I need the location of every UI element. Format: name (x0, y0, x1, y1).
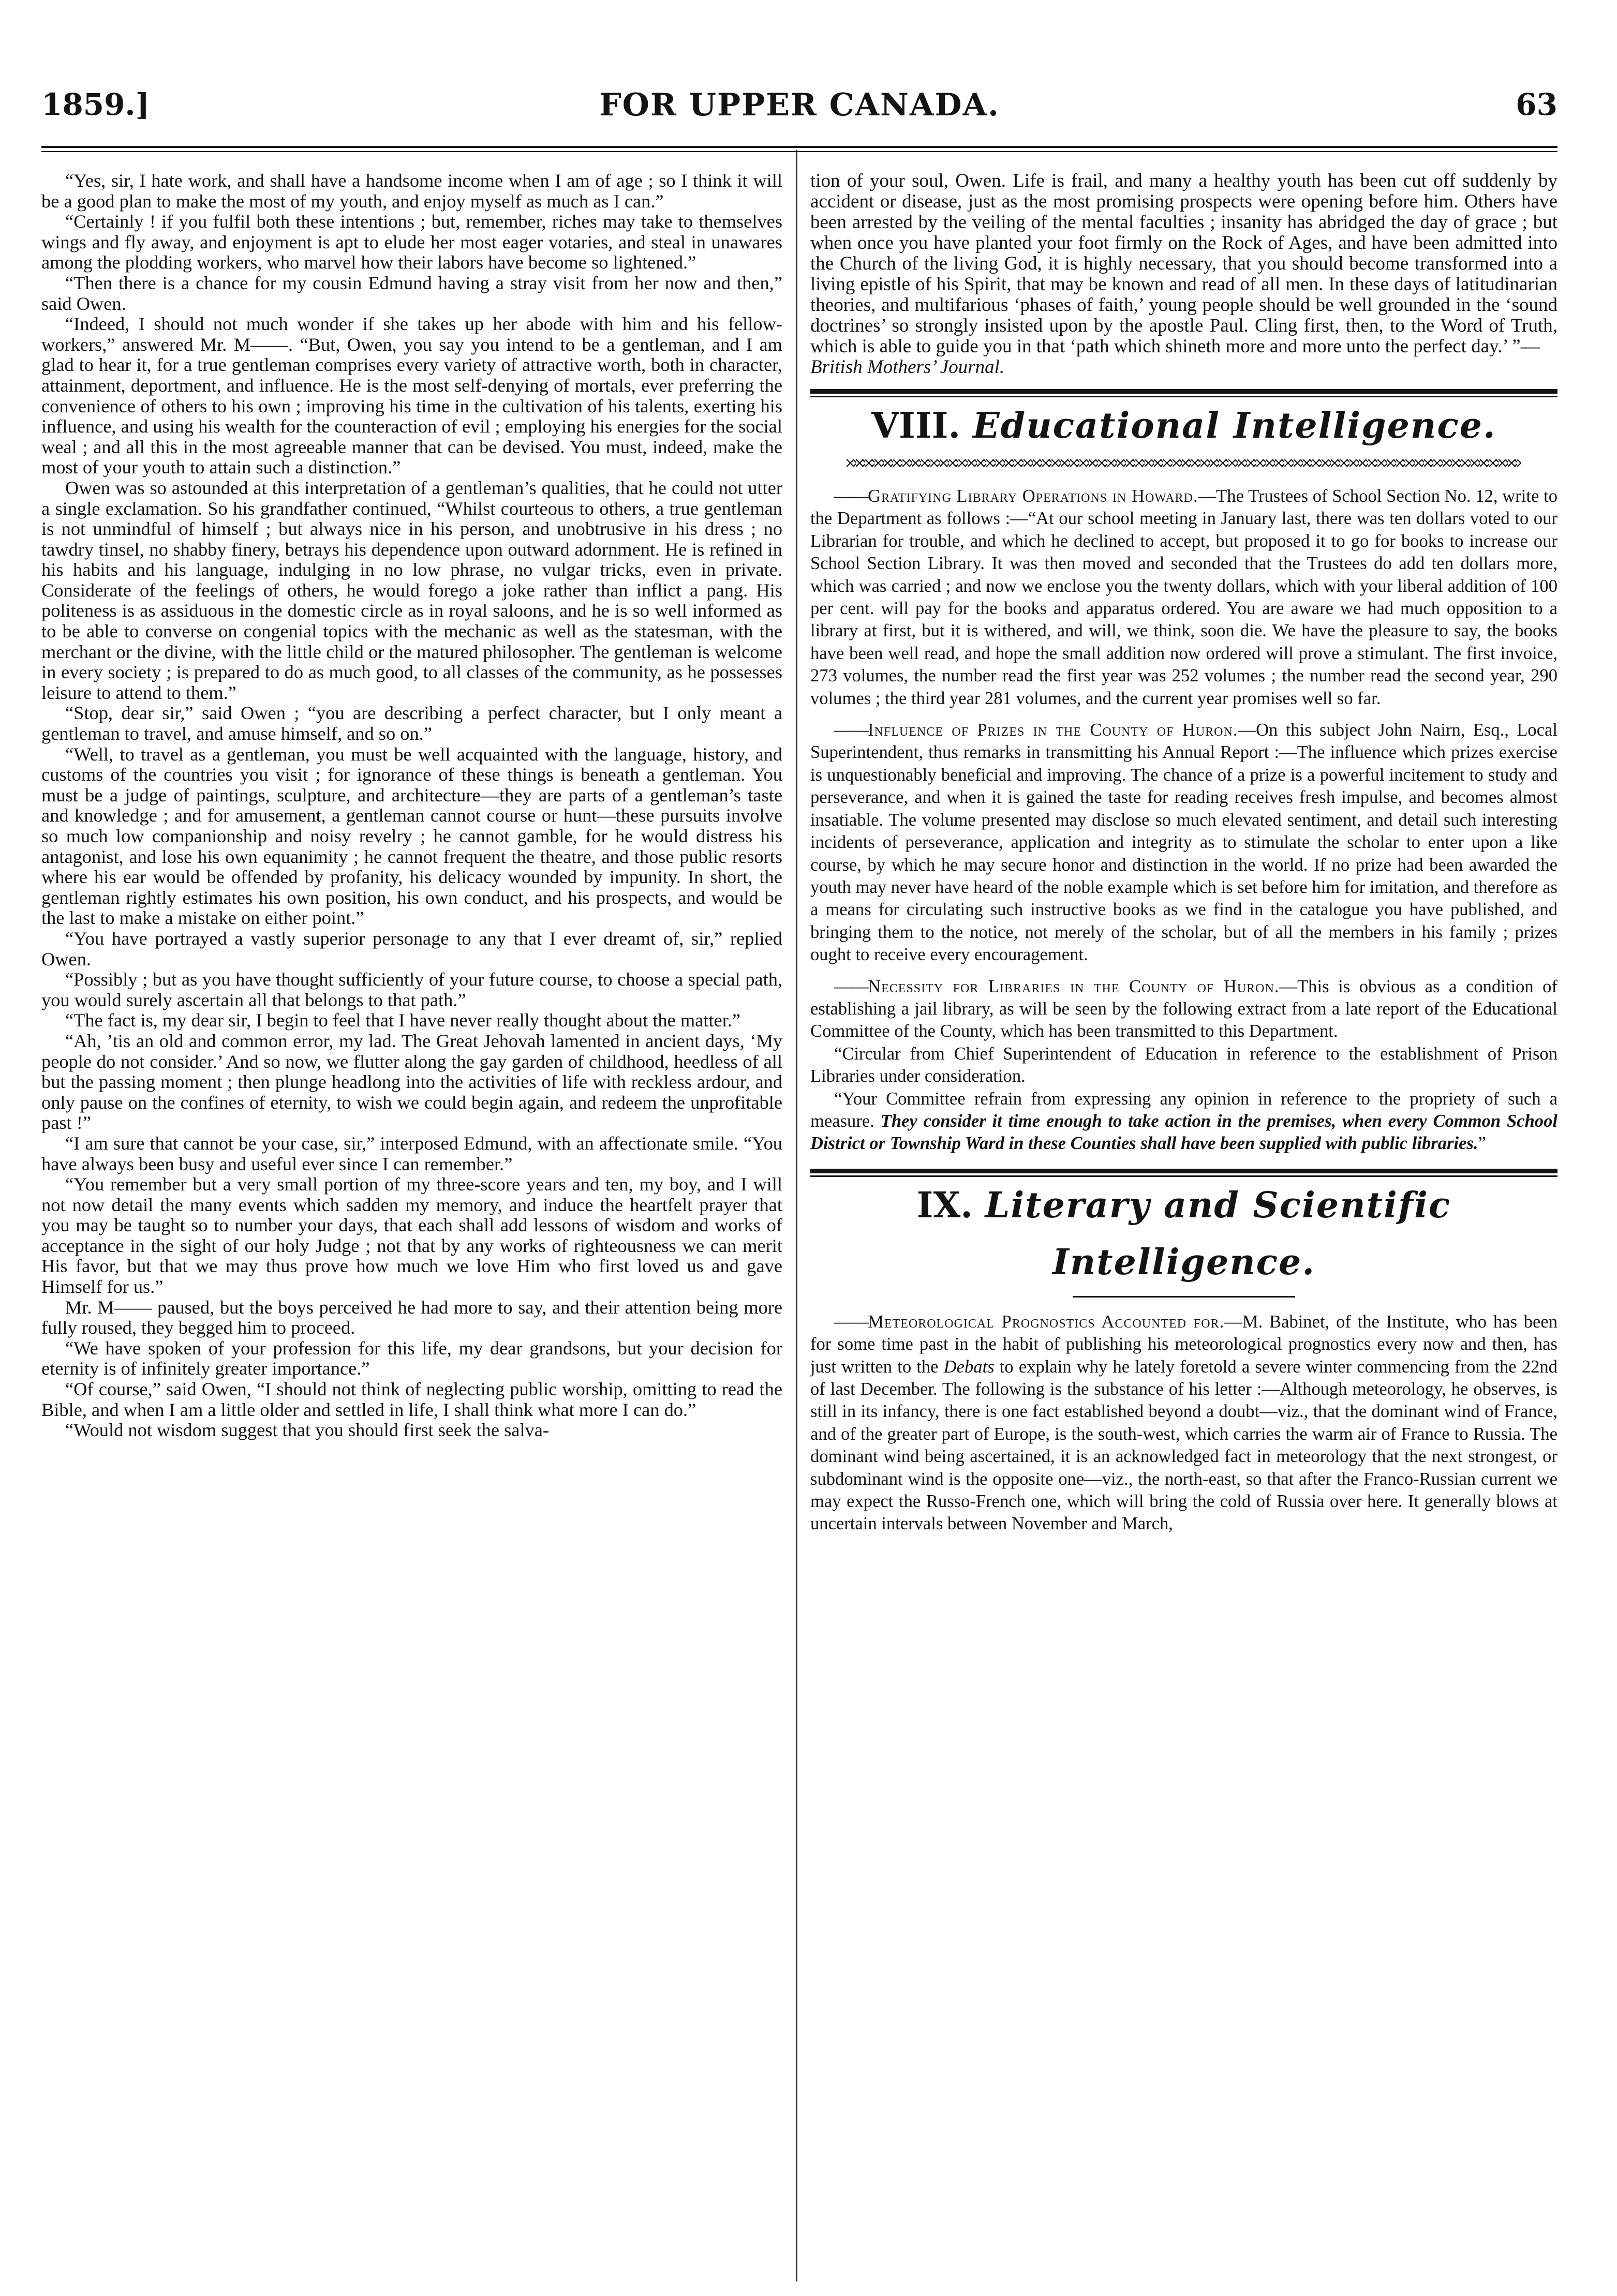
news-item: ——Necessity for Libraries in the County of Huron.—This is obvious as a condition of establishing a jail library, as will be seen by the following extract from a late report of the Educational Committee of the County, which has been transmitted to this Department. (810, 976, 1557, 1041)
section-viii-heading (810, 389, 1557, 454)
item-heading: Gratifying Library Operations in Howard. (868, 486, 1198, 506)
paragraph: Mr. M—— paused, but the boys perceived he had more to say, and their attention being more fully roused, they begged him to proceed. (41, 1296, 782, 1338)
committee-text: “Your Committee refrain from expressing any opinion in reference to the propriety of such a measure. (810, 1089, 1557, 1131)
newspaper-name: Debats (943, 1356, 995, 1377)
column-divider (796, 150, 797, 2282)
item-body: to explain why he lately foretold a severe winter commencing from the 22nd of last December. The following is the substance of his letter :—Although meteorology, he observes, is still in its infancy, there is one fact established beyond a doubt—viz., that the dominant wind of France, and of the greater part of Europe, is the south-west, which carries the warm air of France to Russia. The dominant wind being ascertained, it is an acknowledged fact in meteorology that the next strongest, or subdominant wind is the opposite one—viz., the north-east, so that after the Franco-Russian current we may expect the Russo-French one, which will bring the cold of Russia over here. It generally blows at uncertain intervals between November and March, (810, 1356, 1557, 1534)
section-title (810, 397, 1557, 454)
continued-paragraph (810, 171, 1557, 378)
paragraph: “Would not wisdom suggest that you should first seek the salva- (65, 1420, 550, 1441)
paragraph: “You remember but a very small portion of my three-score years and ten, my boy, and I will not now detail the many events which sadden my memory, and induce the heartfelt prayer that you may be taught so to number your days, that each shall add lessons of wisdom and works of acceptance in the sight of our holy Judge ; not that by any works of righteousness we can merit His favor, but that we may thus prove how much we love Him who first loved us and gave Himself for us.” (41, 1174, 782, 1298)
section-rule (810, 389, 1557, 394)
header-year: 1859.] (41, 87, 150, 122)
section-title (810, 1177, 1557, 1291)
item-body: —M. Babinet, of the Institute, who has been for some time past in the habit of publishing his meteorological prognostics every now and then, has just written to the (810, 1311, 1557, 1377)
item-heading: Influence of Prizes in the County of Huron. (868, 720, 1238, 740)
paragraph: “We have spoken of your profession for this life, my dear grandsons, but your decision for eternity is of infinitely greater importance.” (41, 1337, 782, 1379)
section-rule (810, 1169, 1557, 1173)
news-item: ——Influence of Prizes in the County of Huron.—On this subject John Nairn, Esq., Local Superintendent, thus remarks in transmitting his Annual Report :—The influence which prizes exercise is unquestionably beneficial and improving. The chance of a prize is a powerful incitement to study and perseverance, and when it is gained the taste for reading receives fresh impulse, and becomes almost insatiable. The volume presented may disclose so much elevated sentiment, and detail such interesting incidents of perseverance, application and integrity as to stimulate the scholar to enter upon a like course, by which he may secure honor and distinction in the world. If no prize had been awarded the youth may never have heard of the noble example which is set before him for imitation, and therefore as a means for circulating such instructive books as we find in the catalogue you have published, and bringing them to the notice, not merely of the scholar, but of all the members in his family ; prizes ought to receive every encouragement. (810, 720, 1557, 965)
paragraph: “The fact is, my dear sir, I begin to feel that I have never really thought about the matter.” (65, 1010, 741, 1031)
news-item: ——Gratifying Library Operations in Howard.—The Trustees of School Section No. 12, write to the Department as follows :—“At our school meeting in January last, there was ten dollars voted to our Librarian for trouble, and which he declined to accept, but proposed it to go for books to increase our School Section Library. It was then moved and seconded that the Trustees do add ten dollars more, which was carried ; and now we enclose you the twenty dollars, which with your liberal addition of 100 per cent. will pay for the books and apparatus ordered. You are aware we had much opposition to a library at first, but it is withered, and will, we think, soon die. We have the pleasure to say, the books have been well read, and hope the small addition now ordered will prove a stimulant. The first invoice, 273 volumes, the number read the first year was 252 volumes ; the number read the second year, 290 volumes ; the third year 281 volumes, and the current year promises well so far. (810, 486, 1557, 708)
paragraph: “Indeed, I should not much wonder if she takes up her abode with him and his fellow-workers,” answered Mr. M——. “But, Owen, you say you intend to be a gentleman, and I am glad to hear it, for a true gentleman comprises every variety of attractive worth, both in character, attainment, deportment, and influence. He is the most self-denying of mortals, ever preferring the convenience of others to his own ; improving his time in the cultivation of his talents, exerting his influence, and using his wealth for the counteraction of evil ; employing his energies for the social weal ; and all this in the most agreeable manner that can be devised. You must, indeed, make the most of your youth to attain such a distinction.” (41, 314, 782, 478)
item-body: —This is obvious as a condition of establishing a jail library, as will be seen by the following extract from a late report of the Educational Committee of the County, which has been transmitted to this Department. (810, 976, 1557, 1041)
item-heading: Necessity for Libraries in the County of Huron. (868, 976, 1280, 996)
page-number: 63 (1516, 87, 1557, 122)
item-body: —On this subject John Nairn, Esq., Local Superintendent, thus remarks in transmitting his Annual Report :—The influence which prizes exercise is unquestionably beneficial and improving. The chance of a prize is a powerful incitement to study and perseverance, and when it is gained the taste for reading receives fresh impulse, and becomes almost insatiable. The volume presented may disclose so much elevated sentiment, and detail such interesting incidents of perseverance, application and integrity as to stimulate the scholar to enter upon a like course, by which he may secure honor and distinction in the world. If no prize had been awarded the youth may never have heard of the noble example which is set before him for imitation, and therefore as a means for circulating such instructive books as we find in the catalogue you have published, and bringing them to the notice, not merely of the scholar, but of all the members in his family ; prizes ought to receive every encouragement. (810, 720, 1557, 965)
page-header (41, 87, 1557, 135)
paragraph: Owen was so astounded at this interpretation of a gentleman’s qualities, that he could not utter a single exclamation. So his grandfather continued, “Whilst courteous to others, a true gentleman is not unmindful of himself ; but always nice in his person, and unobtrusive in his dress ; no tawdry tinsel, no shabby finery, betrays his dependence upon outward adornment. He is refined in his habits and his language, indulging in no low phrase, no vulgar tricks, even in private. Considerate of the feelings of others, he would forego a joke rather than inflict a pang. His politeness is as assiduous in the domestic circle as in royal saloons, and he is so well informed as to be able to converse on congenial topics with the mechanic as well as the statesman, with the merchant or the divine, with the little child or the matured philosopher. The gentleman is welcome in every society ; is prepared to do as much good, to all classes of the community, as he possesses leisure to attend to them.” (41, 477, 782, 703)
continued-text: tion of your soul, Owen. Life is frail, and many a healthy youth has been cut off suddenly by accident or disease, just as the most promising prospects were opening before him. Others have been arrested by the veiling of the mental faculties ; insanity has abridged the day of grace ; but when once you have planted your foot firmly on the Rock of Ages, and have been admitted into the Church of the living God, it is highly necessary, that you should become transformed into a living epistle of his Spirit, that may be known and read of all men. In these days of latitudinarian theories, and multifarious ‘phases of faith,’ young people should be well grounded in the ‘sound doctrines’ so strongly insisted upon by the apostle Paul. Cling first, then, to the Word of Truth, which is able to guide you in that ‘path which shineth more and more unto the perfect day.’ ”— (810, 171, 1557, 357)
paragraph: “Of course,” said Owen, “I should not think of neglecting public worship, omitting to read the Bible, and when I am a little older and settled in life, I shall think what more I can do.” (41, 1379, 782, 1420)
header-rule-thin (41, 151, 1557, 152)
wavy-divider (847, 459, 1521, 467)
committee-italic: They consider it time enough to take action in the premises, when every Common School District or Township Ward in these Counties shall have been supplied with public libraries. (810, 1111, 1557, 1154)
section-name: Educational Intelligence. (972, 405, 1496, 446)
item-body: —The Trustees of School Section No. 12, write to the Department as follows :—“At our school meeting in January last, there was ten dollars voted to our Librarian for trouble, and which he declined to accept, but proposed it to go for books to increase our School Section Library. It was then moved and seconded that the Trustees do add ten dollars more, which was carried ; and now we enclose you the twenty dollars, which with your liberal addition of 100 per cent. will pay for the books and apparatus ordered. You are aware we had much opposition to a library at first, but it is withered, and will, we think, soon die. We have the pleasure to say, the books have been well read, and hope the small addition now ordered will prove a stimulant. The first invoice, 273 volumes, the number read the first year was 252 volumes ; the number read the second year, 290 volumes ; the third year 281 volumes, and the current year promises well so far. (810, 486, 1557, 708)
paragraph: “Stop, dear sir,” said Owen ; “you are describing a perfect character, but I only meant a gentleman to travel, and amuse himself, and so on.” (41, 703, 782, 744)
right-column (810, 171, 1557, 2282)
item-heading: Meteorological Prognostics Accounted for. (868, 1311, 1225, 1332)
paragraph: “Ah, ’tis an old and common error, my lad. The Great Jehovah lamented in ancient days, ‘My people do not consider.’ And so now, we flutter along the gay garden of childhood, heedless of all but the passing moment ; then plunge headlong into the activities of life with reckless ardour, and only pause on the confines of eternity, to wish we could begin again, and redeem the unprofitable past !” (41, 1030, 782, 1134)
section-numeral: VIII. (871, 405, 961, 446)
committee-close: ” (1478, 1134, 1486, 1154)
running-title: FOR UPPER CANADA. (599, 87, 1000, 123)
source-citation: British Mothers’ Journal. (810, 356, 1005, 378)
paragraph: “Well, to travel as a gentleman, you must be well acquainted with the language, history, and customs of the countries you visit ; for ignorance of these things is beneath a gentleman. You must be a judge of paintings, sculpture, and architecture—they are parts of a gentleman’s taste and knowledge ; and for amusement, a gentleman cannot course or hunt—these pursuits involve so much low companionship and noisy revelry ; he cannot gamble, for he would distress his antagonist, and lose his own equanimity ; he cannot frequent the theatre, and those public resorts where his ear would be offended by profanity, his delicacy wounded by impunity. In short, the gentleman rightly estimates his own position, his own conduct, and his prospects, and would be the last to make a mistake on either point.” (41, 743, 782, 929)
paragraph: “Possibly ; but as you have thought sufficiently of your future course, to choose a special path, you would surely ascertain all that belongs to that path.” (41, 969, 782, 1010)
paragraph: “Certainly ! if you fulfil both these intentions ; but, remember, riches may take to themselves wings and fly away, and enjoyment is apt to elude her most eager votaries, and steal in unawares among the plodding workers, who marvel how their labors have become so lightened.” (41, 211, 782, 273)
paragraph: “You have portrayed a vastly superior personage to any that I ever dreamt of, sir,” replied Owen. (41, 928, 782, 970)
paragraph: “Yes, sir, I hate work, and shall have a handsome income when I am of age ; so I think it will be a good plan to make the most of my youth, and enjoy myself as much as I can.” (41, 171, 782, 212)
circular-quote: “Circular from Chief Superintendent of Education in reference to the establishment of Prison Libraries under consideration. (810, 1043, 1557, 1086)
section-numeral: IX. (916, 1184, 973, 1226)
paragraph: “Then there is a chance for my cousin Edmund having a stray visit from her now and then,” said Owen. (41, 272, 782, 314)
left-column (41, 171, 782, 2282)
section-name: Literary and Scientific Intelligence. (985, 1184, 1451, 1283)
news-item: ——Meteorological Prognostics Accounted for.—M. Babinet, of the Institute, who has been for some time past in the habit of publishing his meteorological prognostics every now and then, has just written to the Debats to explain why he lately foretold a severe winter commencing from the 22nd of last December. The following is the substance of his letter :—Although meteorology, he observes, is still in its infancy, there is one fact established beyond a doubt—viz., that the dominant wind of France, and of the greater part of Europe, is the south-west, which carries the warm air of France to Russia. The dominant wind being ascertained, it is an acknowledged fact in meteorology that the next strongest, or subdominant wind is the opposite one—viz., the north-east, so that after the Franco-Russian current we may expect the Russo-French one, which will bring the cold of Russia over here. It generally blows at uncertain intervals between November and March, (810, 1311, 1557, 1534)
header-rule (41, 146, 1557, 148)
short-rule (1073, 1296, 1295, 1298)
committee-quote (810, 1088, 1557, 1155)
paragraph: “I am sure that cannot be your case, sir,” interposed Edmund, with an affectionate smile. “You have always been busy and useful ever since I can remember.” (41, 1132, 782, 1174)
section-ix-heading (810, 1169, 1557, 1291)
